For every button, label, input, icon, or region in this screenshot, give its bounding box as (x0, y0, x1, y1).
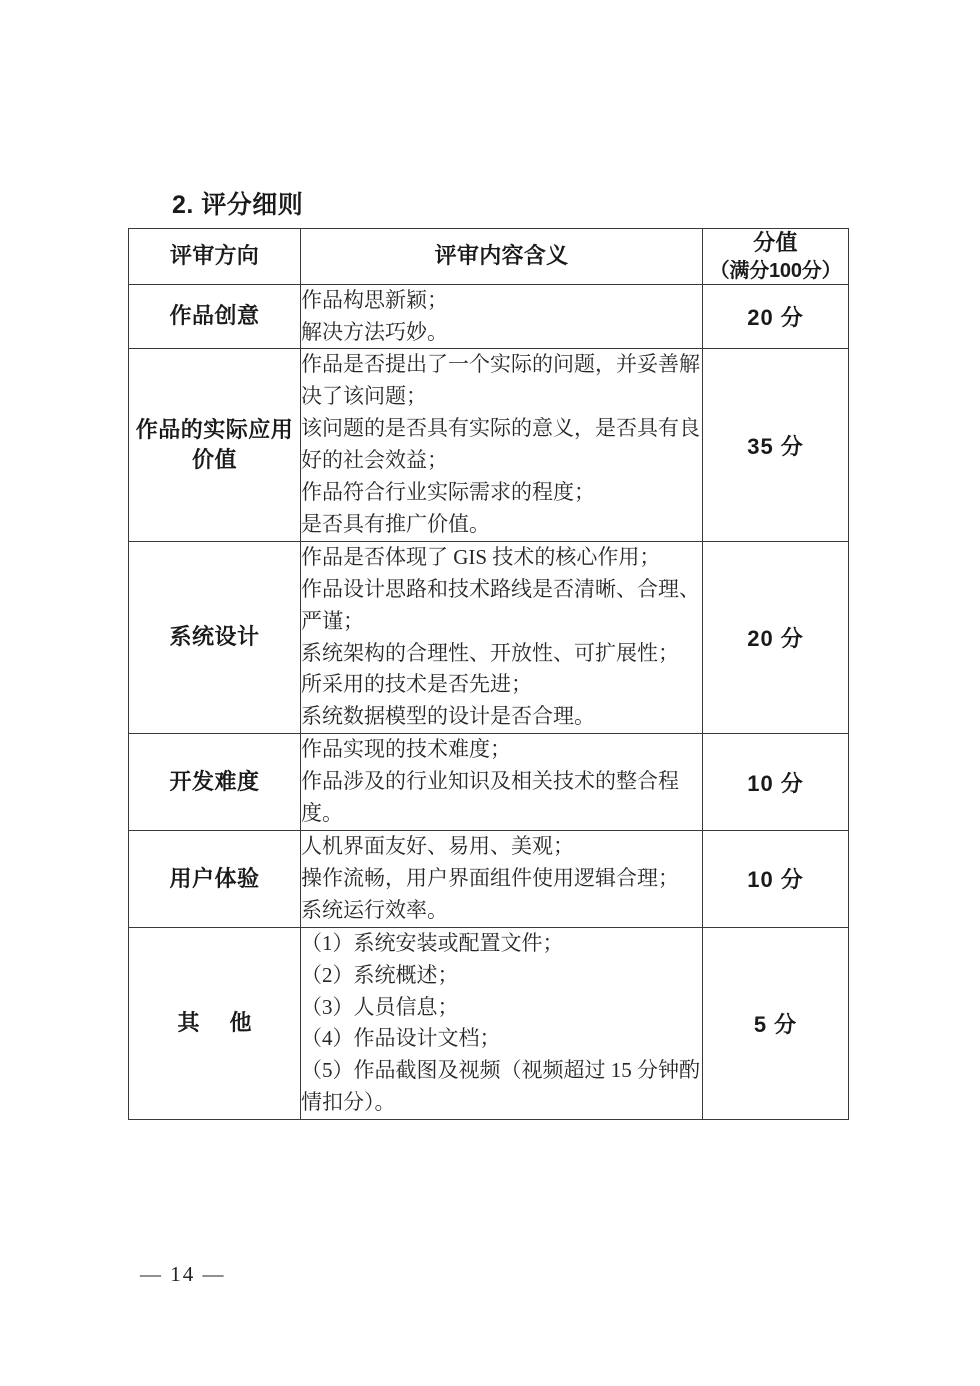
table-row (129, 734, 849, 831)
table-row (129, 284, 849, 349)
table-header-row (129, 229, 849, 285)
criterion-description (301, 541, 703, 733)
description-line: 该问题的是否具有实际的意义，是否具有良好的社会效益； (301, 416, 700, 473)
description-line: 系统数据模型的设计是否合理。 (301, 704, 595, 729)
criterion-description (301, 284, 703, 349)
criterion-description (301, 349, 703, 541)
criterion-name: 系统设计 (129, 541, 301, 733)
criterion-points: 5 分 (703, 927, 849, 1119)
description-line: 作品是否提出了一个实际的问题，并妥善解决了该问题； (301, 352, 700, 409)
column-header-direction: 评审方向 (129, 229, 301, 285)
description-line: 是否具有推广价值。 (301, 511, 490, 536)
description-line: 人机界面友好、易用、美观； (301, 834, 574, 858)
criterion-description (301, 831, 703, 928)
criterion-description (301, 927, 703, 1119)
column-header-content: 评审内容含义 (301, 229, 703, 285)
description-line: 作品构思新颖； (301, 287, 448, 312)
criterion-name: 作品创意 (129, 284, 301, 349)
table-row (129, 927, 849, 1119)
points-header-line2: （满分100分） (709, 259, 842, 282)
criterion-name: 其 他 (129, 927, 301, 1119)
description-line: 作品符合行业实际需求的程度； (301, 480, 595, 505)
scoring-rubric-table (128, 228, 849, 1120)
criterion-name: 开发难度 (129, 734, 301, 831)
table-row (129, 831, 849, 928)
description-line: 系统架构的合理性、开放性、可扩展性； (301, 640, 679, 665)
column-header-points (703, 229, 849, 285)
points-header-line1: 分值 (753, 230, 798, 255)
page-title: 2. 评分细则 (172, 191, 304, 219)
criterion-points: 10 分 (703, 734, 849, 831)
description-line: （5）作品截图及视频（视频超过 15 分钟酌情扣分）。 (301, 1058, 700, 1115)
description-line: 作品涉及的行业知识及相关技术的整合程度。 (301, 769, 679, 826)
criterion-points: 20 分 (703, 284, 849, 349)
description-line: 作品是否体现了 GIS 技术的核心作用； (301, 544, 661, 569)
description-line: 系统运行效率。 (301, 897, 448, 922)
description-line: （4）作品设计文档； (301, 1026, 501, 1051)
description-line: 解决方法巧妙。 (301, 319, 448, 344)
description-line: （1）系统安装或配置文件； (301, 930, 564, 955)
table-row (129, 541, 849, 733)
description-line: 操作流畅，用户界面组件使用逻辑合理； (301, 865, 679, 890)
table-row (129, 349, 849, 541)
page-number: — 14 — (140, 1262, 226, 1286)
description-line: 作品实现的技术难度； (301, 737, 511, 762)
description-line: 所采用的技术是否先进； (301, 672, 532, 697)
criterion-points: 35 分 (703, 349, 849, 541)
criterion-points: 20 分 (703, 541, 849, 733)
criterion-description (301, 734, 703, 831)
description-line: （3）人员信息； (301, 994, 459, 1019)
description-line: 作品设计思路和技术路线是否清晰、合理、严谨； (301, 576, 700, 633)
criterion-name: 用户体验 (129, 831, 301, 928)
description-line: （2）系统概述； (301, 962, 459, 987)
criterion-name: 作品的实际应用价值 (129, 349, 301, 541)
criterion-points: 10 分 (703, 831, 849, 928)
